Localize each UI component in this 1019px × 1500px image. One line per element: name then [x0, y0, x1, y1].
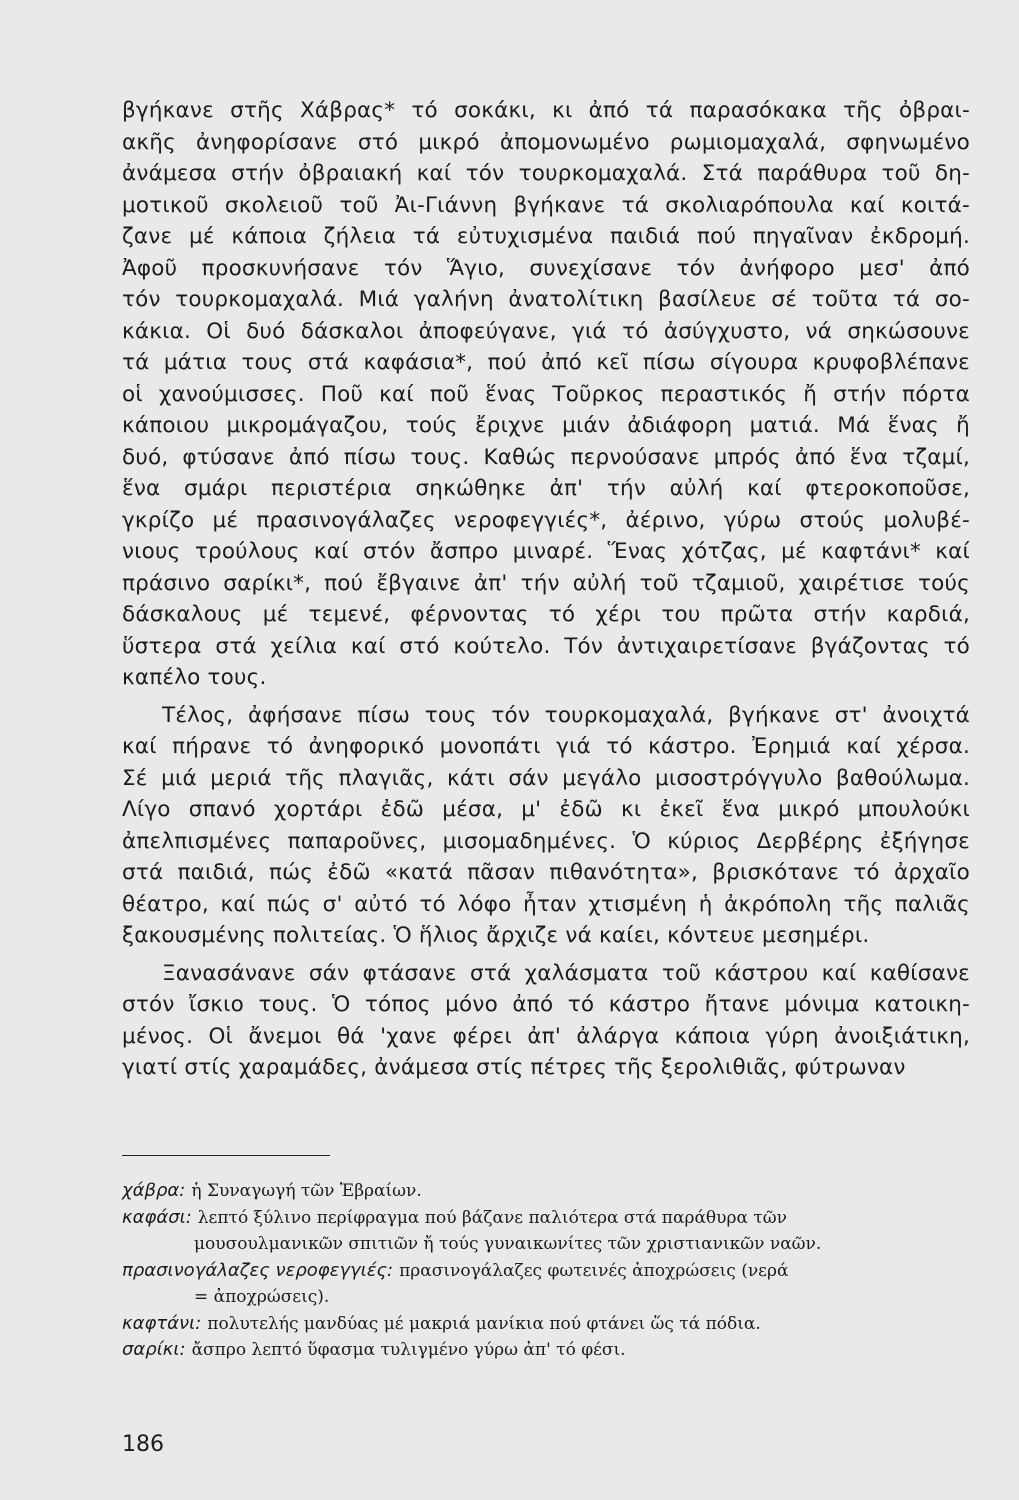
text-line: Ἀφοῦ προσκυνήσανε τόν Ἅγιο, συνεχίσανε τόν ἀνήφορο μεσ' ἀπό — [122, 255, 970, 281]
footnote — [122, 1337, 962, 1364]
footnote — [122, 1178, 962, 1205]
text-line: ακῆς ἀνηφορίσανε στό μικρό ἀπομονωμένο ρωμιομαχαλά, σφηνωμένο — [122, 129, 970, 155]
text-line: γκρίζο μέ πρασινογάλαζες νεροφεγγιές*, ἀέρινο, γύρω στούς μολυβέ- — [122, 507, 970, 533]
footnote-text: ἡ Συναγωγή τῶν Ἑβραίων. — [191, 1181, 422, 1201]
text-line: Τέλος, ἀφήσανε πίσω τους τόν τουρκομαχαλά, βγήκανε στ' ἀνοιχτά — [162, 702, 970, 728]
footnote-term: σαρίκι: — [122, 1339, 186, 1360]
text-line: καί πήρανε τό ἀνηφορικό μονοπάτι γιά τό κάστρο. Ἐρημιά καί χέρσα. — [122, 734, 970, 759]
text-line: οἱ χανούμισσες. Ποῦ καί ποῦ ἕνας Τοῦρκος περαστικός ἤ στήν πόρτα — [122, 381, 970, 407]
text-line: νιους τρούλους καί στόν ἄσπρο μιναρέ. Ἕνας χότζας, μέ καφτάνι* καί — [122, 539, 970, 564]
text-line: στόν ἴσκιο τους. Ὁ τόπος μόνο ἀπό τό κάστρο ἤτανε μόνιμα κατοικη- — [122, 992, 970, 1017]
text-line: ἀπελπισμένες παπαροῦνες, μισομαδημένες. Ὁ κύριος Δερβέρης ἐξήγησε — [122, 828, 970, 854]
text-line: κάποιου μικρομάγαζου, τούς ἔριχνε μιάν ἀδιάφορη ματιά. Μά ἕνας ἤ — [122, 413, 970, 438]
text-line: κάκια. Οἱ δυό δάσκαλοι ἀποφεύγανε, γιά τό ἀσύγχυστο, νά σηκώσουνε — [122, 318, 970, 344]
text-line: Ξανασάνανε σάν φτάσανε στά χαλάσματα τοῦ κάστρου καί καθίσανε — [162, 960, 970, 986]
footnote-term: πρασινογάλαζες νεροφεγγιές: — [122, 1259, 394, 1281]
text-line: Λίγο σπανό χορτάρι ἐδῶ μέσα, μ' ἐδῶ κι ἐκεῖ ἕνα μικρό μπουλούκι — [122, 797, 970, 822]
text-line: ἀνάμεσα στήν ὀβραιακή καί τόν τουρκομαχαλά. Στά παράθυρα τοῦ δη- — [122, 161, 970, 186]
text-line: δάσκαλους μέ τεμενέ, φέρνοντας τό χέρι του πρῶτα στήν καρδιά, — [122, 602, 970, 627]
footnote-text: ἄσπρο λεπτό ὕφασμα τυλιγμένο γύρω ἀπ' τό φέσι. — [191, 1340, 626, 1360]
text-line: μοτικοῦ σκολειοῦ τοῦ Ἀι-Γιάννη βγήκανε τά σκολιαρόπουλα καί κοιτά- — [122, 192, 970, 218]
text-line: ὕστερα στά χείλια καί στό κούτελο. Τόν ἀντιχαιρετίσανε βγάζοντας τό — [122, 633, 970, 659]
page-number: 186 — [122, 1432, 164, 1457]
footnote-continuation: = ἀποχρώσεις). — [194, 1287, 330, 1307]
text-line: πράσινο σαρίκι*, πού ἔβγαινε ἀπ' τήν αὐλή τοῦ τζαμιοῦ, χαιρέτισε τούς — [122, 570, 970, 596]
text-line: δυό, φτύσανε ἀπό πίσω τους. Καθώς περνούσανε μπρός ἀπό ἕνα τζαμί, — [122, 444, 970, 470]
text-line: ἕνα σμάρι περιστέρια σηκώθηκε ἀπ' τήν αὐλή καί φτεροκοποῦσε, — [122, 476, 970, 501]
footnote-text: πολυτελής μανδύας μέ μακριά μανίκια πού φτάνει ὥς τά πόδια. — [207, 1313, 761, 1334]
text-line: βγήκανε στῆς Χάβρας* τό σοκάκι, κι ἀπό τά παρασόκακα τῆς ὀβραι- — [122, 98, 970, 123]
footnote-term: καφτάνι: — [122, 1312, 202, 1334]
text-line: τά μάτια τους στά καφάσια*, πού ἀπό κεῖ πίσω σίγουρα κρυφοβλέπανε — [122, 350, 970, 375]
footnote-continuation: μουσουλμανικῶν σπιτιῶν ἤ τούς γυναικωνίτες τῶν χριστιανικῶν ναῶν. — [194, 1234, 822, 1254]
text-line: θέατρο, καί πώς σ' αὐτό τό λόφο ἦταν χτισμένη ἡ ἀκρόπολη τῆς παλιᾶς — [122, 891, 970, 917]
text-line: καπέλο τους. — [122, 665, 267, 690]
footnote — [122, 1311, 962, 1338]
footnote — [122, 1258, 962, 1285]
text-line: ζανε μέ κάποια ζήλεια τά εὐτυχισμένα παιδιά πού πηγαῖναν ἐκδρομή. — [122, 224, 970, 249]
text-line: στά παιδιά, πώς ἐδῶ «κατά πᾶσαν πιθανότητα», βρισκότανε τό ἀρχαῖο — [122, 860, 970, 885]
footnotes — [122, 1178, 962, 1364]
text-line: τόν τουρκομαχαλά. Μιά γαλήνη ἀνατολίτικη βασίλευε σέ τοῦτα τά σο- — [122, 287, 970, 312]
text-line: Σέ μιά μεριά τῆς πλαγιᾶς, κάτι σάν μεγάλο μισοστρόγγυλο βαθούλωμα. — [122, 765, 970, 791]
footnote-separator — [122, 1155, 330, 1156]
footnote-term: καφάσι: — [122, 1206, 192, 1228]
main-text — [122, 95, 970, 1084]
footnote-text: λεπτό ξύλινο περίφραγμα πού βάζανε παλιότερα στά παράθυρα τῶν — [197, 1207, 787, 1228]
text-line: μένος. Οἱ ἄνεμοι θά 'χανε φέρει ἀπ' ἀλάργα κάποια γύρη ἀνοιξιάτικη, — [122, 1023, 970, 1049]
footnote-text: πρασινογάλαζες φωτεινές ἀποχρώσεις (νερά — [399, 1260, 789, 1281]
text-line: ξακουσμένης πολιτείας. Ὁ ἥλιος ἄρχιζε νά καίει, κόντευε μεσημέρι. — [122, 923, 870, 948]
text-line: γιατί στίς χαραμάδες, ἀνάμεσα στίς πέτρες τῆς ξερολιθιᾶς, φύτρωναν — [122, 1055, 906, 1080]
footnote — [122, 1205, 962, 1232]
footnote-term: χάβρα: — [122, 1180, 186, 1201]
